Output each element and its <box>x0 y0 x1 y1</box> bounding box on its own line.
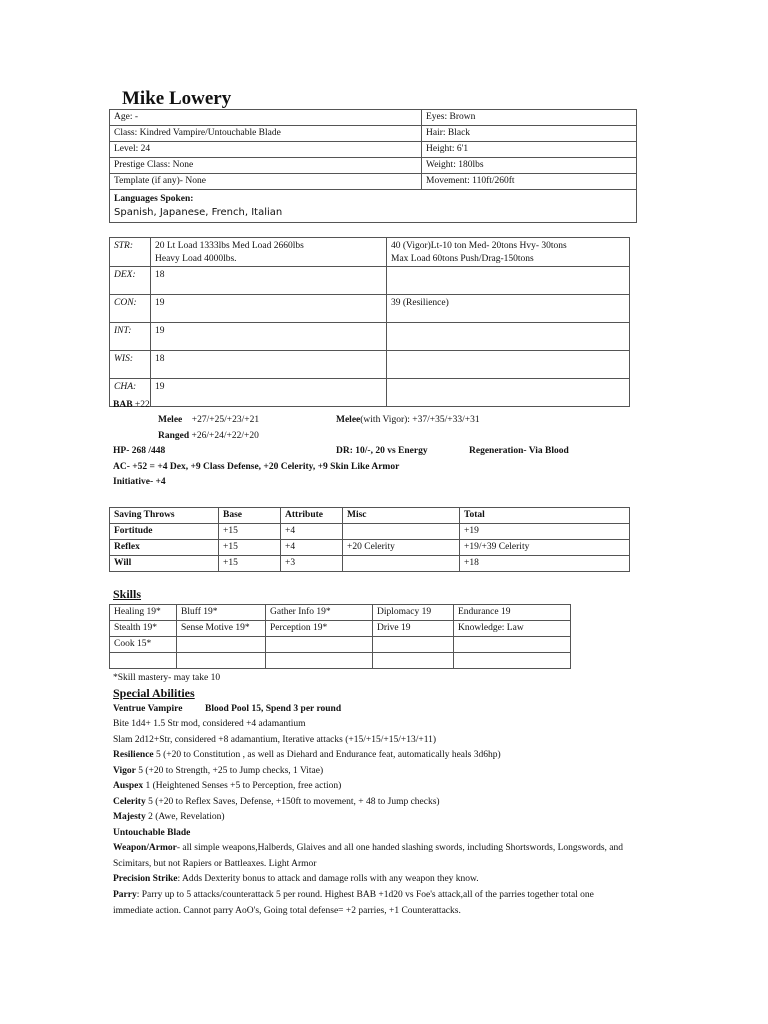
ranged-line <box>158 430 259 442</box>
ability-name: DEX: <box>110 267 151 295</box>
melee-vigor-value: (with Vigor): +37/+35/+33/+31 <box>360 415 480 425</box>
melee-label: Melee <box>158 415 183 425</box>
ac-line: AC- +52 = +4 Dex, +9 Class Defense, +20 Celerity, +9 Skin Like Armor <box>113 462 400 472</box>
ability-name: CON: <box>110 295 151 323</box>
special-abilities-heading: Special Abilities <box>113 686 195 700</box>
untouchable-blade-label: Untouchable Blade <box>113 828 191 838</box>
ability-bonus: 39 (Resilience) <box>387 295 630 323</box>
vigor-line: Vigor 5 (+20 to Strength, +25 to Jump checks, 1 Vitae) <box>113 766 324 776</box>
majesty-line: Majesty 2 (Awe, Revelation) <box>113 812 225 822</box>
parry-line: Parry: Parry up to 5 attacks/counterattack 5 per round. Highest BAB +1d20 vs Foe's attack,all of the parries together total one <box>113 890 594 900</box>
initiative-line: Initiative- +4 <box>113 477 166 487</box>
prestige-class-cell: Prestige Class: None <box>110 158 422 174</box>
skills-row: Cook 15* <box>110 637 571 653</box>
ability-base: 20 Lt Load 1333lbs Med Load 2660lbs Heavy Load 4000lbs. <box>151 238 387 267</box>
saving-throws-table <box>109 507 630 572</box>
ability-name: WIS: <box>110 351 151 379</box>
saves-header-row <box>110 508 630 524</box>
melee-vigor-label: Melee <box>336 415 361 425</box>
bite-text: Bite 1d4+ 1.5 Str mod, considered +4 adamantium <box>113 719 306 729</box>
ability-base: 19 <box>151 295 387 323</box>
ability-bonus <box>387 379 630 407</box>
ability-row-str <box>110 238 630 267</box>
template-cell: Template (if any)- None <box>110 174 422 190</box>
ability-base: 18 <box>151 351 387 379</box>
regeneration-line: Regeneration- Via Blood <box>469 446 569 456</box>
skills-row: Stealth 19* Sense Motive 19* Perception 19* Drive 19 Knowledge: Law <box>110 621 571 637</box>
saves-header: Total <box>460 508 630 524</box>
ability-bonus <box>387 351 630 379</box>
ability-row-dex <box>110 267 630 295</box>
skill-mastery-note: *Skill mastery- may take 10 <box>113 673 221 683</box>
languages-label: Languages Spoken: <box>114 194 194 204</box>
ability-base: 18 <box>151 267 387 295</box>
ability-row-con <box>110 295 630 323</box>
precision-strike-line: Precision Strike: Adds Dexterity bonus to attack and damage rolls with any weapon they know. <box>113 874 479 884</box>
save-row-fortitude: Fortitude +15 +4 +19 <box>110 524 630 540</box>
ability-row-cha <box>110 379 630 407</box>
parry-line-2: immediate action. Cannot parry AoO's, Going total defense= +2 parries, +1 Counterattacks. <box>113 906 461 916</box>
languages-cell <box>110 190 637 223</box>
bab-value: +22 <box>132 400 150 410</box>
save-row-will: Will +15 +3 +18 <box>110 556 630 572</box>
ability-base: 19 <box>151 323 387 351</box>
auspex-line: Auspex 1 (Heightened Senses +5 to Perception, free action) <box>113 781 342 791</box>
bab-label: BAB <box>113 400 133 410</box>
level-cell: Level: 24 <box>110 142 422 158</box>
ability-bonus <box>387 323 630 351</box>
ability-name: STR: <box>110 238 151 267</box>
skills-table <box>109 604 571 669</box>
saves-header: Misc <box>343 508 460 524</box>
weapon-armor-line-2: Scimitars, but not Rapiers or Battleaxes. Light Armor <box>113 859 317 869</box>
ability-scores-table <box>109 237 630 407</box>
height-cell: Height: 6'1 <box>422 142 637 158</box>
languages-value: Spanish, Japanese, French, Italian <box>114 207 283 218</box>
character-info-table <box>109 109 637 223</box>
age-cell: Age: - <box>110 110 422 126</box>
character-name: Mike Lowery <box>122 88 232 109</box>
bab-line <box>113 399 150 411</box>
ventrue-vampire-label: Ventrue Vampire <box>113 704 183 714</box>
ranged-value: +26/+24/+22/+20 <box>189 431 259 441</box>
ability-bonus <box>387 267 630 295</box>
saves-header: Attribute <box>281 508 343 524</box>
movement-cell: Movement: 110ft/260ft <box>422 174 637 190</box>
saves-header: Saving Throws <box>110 508 219 524</box>
save-row-reflex: Reflex +15 +4 +20 Celerity +19/+39 Celerity <box>110 540 630 556</box>
resilience-line: Resilience 5 (+20 to Constitution , as well as Diehard and Endurance feat, automatically heals 3d6hp) <box>113 750 501 760</box>
melee-line <box>158 414 259 426</box>
skills-row: Healing 19* Bluff 19* Gather Info 19* Diplomacy 19 Endurance 19 <box>110 605 571 621</box>
blood-pool-text: Blood Pool 15, Spend 3 per round <box>205 704 342 714</box>
hp-line: HP- 268 /448 <box>113 446 166 456</box>
hair-cell: Hair: Black <box>422 126 637 142</box>
dr-line: DR: 10/-, 20 vs Energy <box>336 446 428 456</box>
melee-vigor-line <box>336 414 480 426</box>
celerity-line: Celerity 5 (+20 to Reflex Saves, Defense, +150ft to movement, + 48 to Jump checks) <box>113 797 440 807</box>
skills-row <box>110 653 571 669</box>
melee-value: +27/+25/+23/+21 <box>191 415 260 425</box>
ability-name: INT: <box>110 323 151 351</box>
weapon-armor-line: Weapon/Armor- all simple weapons,Halberds, Glaives and all one handed slashing swords, including Shortswords, Longswords, and <box>113 843 624 853</box>
ranged-label: Ranged <box>158 431 190 441</box>
eyes-cell: Eyes: Brown <box>422 110 637 126</box>
class-cell: Class: Kindred Vampire/Untouchable Blade <box>110 126 422 142</box>
saves-header: Base <box>219 508 281 524</box>
ability-base: 19 <box>151 379 387 407</box>
ability-row-int <box>110 323 630 351</box>
ability-name: CHA: <box>110 379 151 407</box>
ability-row-wis <box>110 351 630 379</box>
skills-heading: Skills <box>113 587 142 601</box>
slam-text: Slam 2d12+Str, considered +8 adamantium, Iterative attacks (+15/+15/+15/+13/+11) <box>113 735 437 745</box>
weight-cell: Weight: 180lbs <box>422 158 637 174</box>
ability-bonus: 40 (Vigor)Lt-10 ton Med- 20tons Hvy- 30tons Max Load 60tons Push/Drag-150tons <box>387 238 630 267</box>
